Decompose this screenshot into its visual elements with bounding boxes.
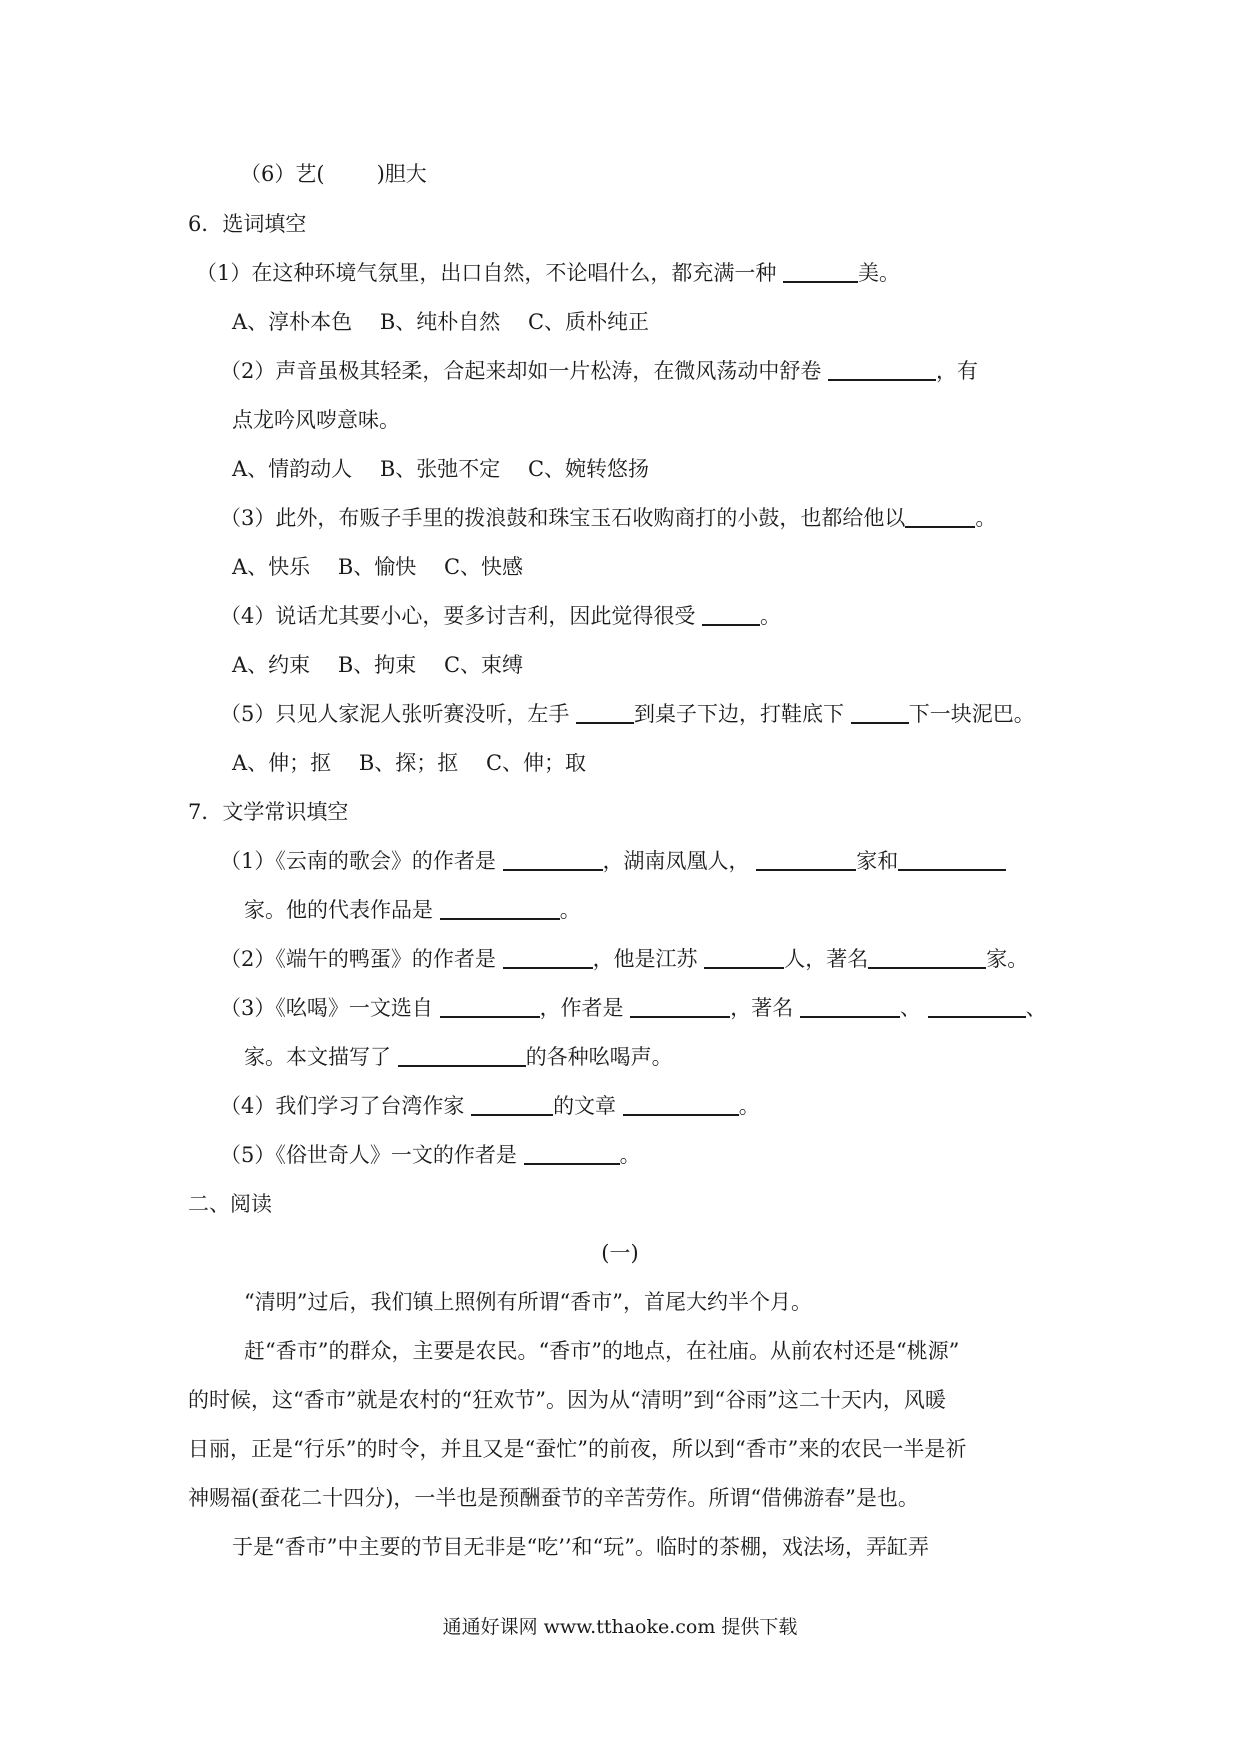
q6-s5 — [220, 700, 1035, 728]
q6-s2-text-b: ，有 — [936, 359, 979, 383]
passage-paragraph-2-line-4: 神赐福(蚕花二十四分)，一半也是预酬蚕节的辛苦劳作。所谓“借佛游春”是也。 — [188, 1486, 919, 1510]
q6-s2 — [220, 357, 978, 385]
q7-s3-blank-era[interactable] — [398, 1045, 526, 1067]
q6-s4-text-a: （4）说话尤其要小心，要多讨吉利，因此觉得很受 — [220, 604, 696, 628]
q7-s4-blank-title[interactable] — [623, 1094, 739, 1116]
q7-s1-text-a: （1）《云南的歌会》的作者是 — [220, 849, 496, 873]
q5-item6 — [240, 160, 427, 188]
q7-s3-text-d: 、 — [899, 996, 921, 1020]
page-footer: 通通好课网 www.tthaoke.com 提供下载 — [442, 1616, 798, 1638]
q7-title: 7．文学常识填空 — [188, 800, 349, 824]
q6-s3 — [220, 504, 996, 532]
q7-s2-blank-role[interactable] — [868, 947, 986, 969]
q7-s3-text-g: 的各种吆喝声。 — [525, 1045, 673, 1069]
q7-s1-blank-role1[interactable] — [756, 849, 856, 871]
q7-s3-text-c: ，著名 — [730, 996, 794, 1020]
q7-s4-blank-author[interactable] — [471, 1094, 553, 1116]
q7-s1-text-d: 家。他的代表作品是 — [244, 898, 433, 922]
q6-s5-blank-1[interactable] — [576, 702, 634, 724]
q6-s4-options: A、约束 B、拘束 C、束缚 — [232, 653, 524, 677]
q7-s3-text-e: 、 — [1025, 996, 1047, 1020]
q6-s2-text-a: （2）声音虽极其轻柔，合起来却如一片松涛，在微风荡动中舒卷 — [220, 359, 822, 383]
q6-s4-blank[interactable] — [702, 604, 760, 626]
q6-s2-options: A、情韵动人 B、张弛不定 C、婉转悠扬 — [232, 457, 650, 481]
q7-s3-blank-author[interactable] — [630, 996, 730, 1018]
q6-s5-text-b: 到桌子下边，打鞋底下 — [634, 702, 845, 726]
q6-s1-blank[interactable] — [783, 261, 858, 283]
passage-title: (一) — [601, 1241, 639, 1265]
q7-s2-blank-place[interactable] — [704, 947, 784, 969]
passage-paragraph-2-line-3: 日丽，正是“行乐”的时令，并且又是“蚕忙”的前夜，所以到“香市”来的农民一半是祈 — [188, 1437, 967, 1461]
q6-s5-blank-2[interactable] — [851, 702, 909, 724]
q6-s3-blank[interactable] — [905, 506, 975, 528]
q7-s3-blank-source[interactable] — [440, 996, 540, 1018]
q7-s3-text-b: ，作者是 — [539, 996, 624, 1020]
passage-paragraph-2-line-2: 的时候，这“香市”就是农村的“狂欢节”。因为从“清明”到“谷雨”这二十天内，风暖 — [188, 1388, 946, 1412]
q7-s2-blank-author[interactable] — [503, 947, 593, 969]
q7-s2-text-c: 人，著名 — [784, 947, 869, 971]
q7-s1-blank-role2[interactable] — [898, 849, 1006, 871]
q7-s4-text-a: （4）我们学习了台湾作家 — [220, 1094, 465, 1118]
q7-s3-continuation — [244, 1043, 673, 1071]
q7-s1-blank-author[interactable] — [503, 849, 603, 871]
q7-s4-text-c: 。 — [738, 1094, 760, 1118]
q6-s1-text-a: （1）在这种环境气氛里，出口自然，不论唱什么，都充满一种 — [196, 261, 777, 285]
q7-s3-text-a: （3）《吆喝》一文选自 — [220, 996, 433, 1020]
q6-s5-text-c: 下一块泥巴。 — [908, 702, 1035, 726]
q7-s1-text-e: 。 — [559, 898, 581, 922]
q6-s3-text-a: （3）此外，布贩子手里的拨浪鼓和珠宝玉石收购商打的小鼓，也都给他以 — [220, 506, 906, 530]
q7-s1-text-c: 家和 — [856, 849, 899, 873]
q7-s5-text-b: 。 — [619, 1143, 641, 1167]
q6-s3-options: A、快乐 B、愉快 C、快感 — [232, 555, 524, 579]
q5-item6-text-a: （6）艺( — [240, 162, 325, 186]
q7-s4 — [220, 1092, 760, 1120]
q7-s5 — [220, 1141, 641, 1169]
q6-s5-options: A、伸；抠 B、探；抠 C、伸；取 — [232, 751, 587, 775]
q6-s2-blank[interactable] — [828, 359, 936, 381]
q7-s4-text-b: 的文章 — [553, 1094, 617, 1118]
q7-s1 — [220, 847, 1006, 875]
q7-s3-blank-role1[interactable] — [800, 996, 900, 1018]
q6-s1-text-b: 美。 — [858, 261, 901, 285]
q6-s4 — [220, 602, 781, 630]
q7-s1-blank-works[interactable] — [440, 898, 560, 920]
q7-s3 — [220, 994, 1047, 1022]
q7-s3-text-f: 家。本文描写了 — [244, 1045, 391, 1069]
q7-s5-blank-author[interactable] — [524, 1143, 620, 1165]
q7-s1-continuation — [244, 896, 581, 924]
q6-s1 — [196, 259, 900, 287]
q7-s2-text-a: （2）《端午的鸭蛋》的作者是 — [220, 947, 496, 971]
q6-s2-continuation: 点龙吟风哕意味。 — [232, 408, 400, 432]
passage-paragraph-1: “清明”过后，我们镇上照例有所谓“香市”，首尾大约半个月。 — [244, 1290, 812, 1314]
q7-s1-text-b: ，湖南凤凰人， — [602, 849, 750, 873]
q6-title: 6．选词填空 — [188, 212, 307, 236]
passage-paragraph-2-line-1: 赶“香市”的群众，主要是农民。“香市”的地点，在社庙。从前农村还是“桃源” — [244, 1339, 960, 1363]
passage-paragraph-3: 于是“香市”中主要的节目无非是“吃’’和“玩”。临时的茶棚，戏法场，弄缸弄 — [232, 1535, 930, 1559]
reading-section-title: 二、阅读 — [188, 1192, 272, 1216]
q7-s2-text-d: 家。 — [986, 947, 1029, 971]
q7-s5-text-a: （5）《俗世奇人》一文的作者是 — [220, 1143, 517, 1167]
q6-s4-text-b: 。 — [760, 604, 782, 628]
q6-s1-options: A、淳朴本色 B、纯朴自然 C、质朴纯正 — [232, 310, 650, 334]
q6-s5-text-a: （5）只见人家泥人张听赛没听，左手 — [220, 702, 570, 726]
q7-s3-blank-role2[interactable] — [928, 996, 1026, 1018]
q7-s2-text-b: ，他是江苏 — [592, 947, 698, 971]
q6-s3-text-b: 。 — [975, 506, 997, 530]
q5-item6-text-b: )胆大 — [376, 162, 427, 186]
q7-s2 — [220, 945, 1028, 973]
